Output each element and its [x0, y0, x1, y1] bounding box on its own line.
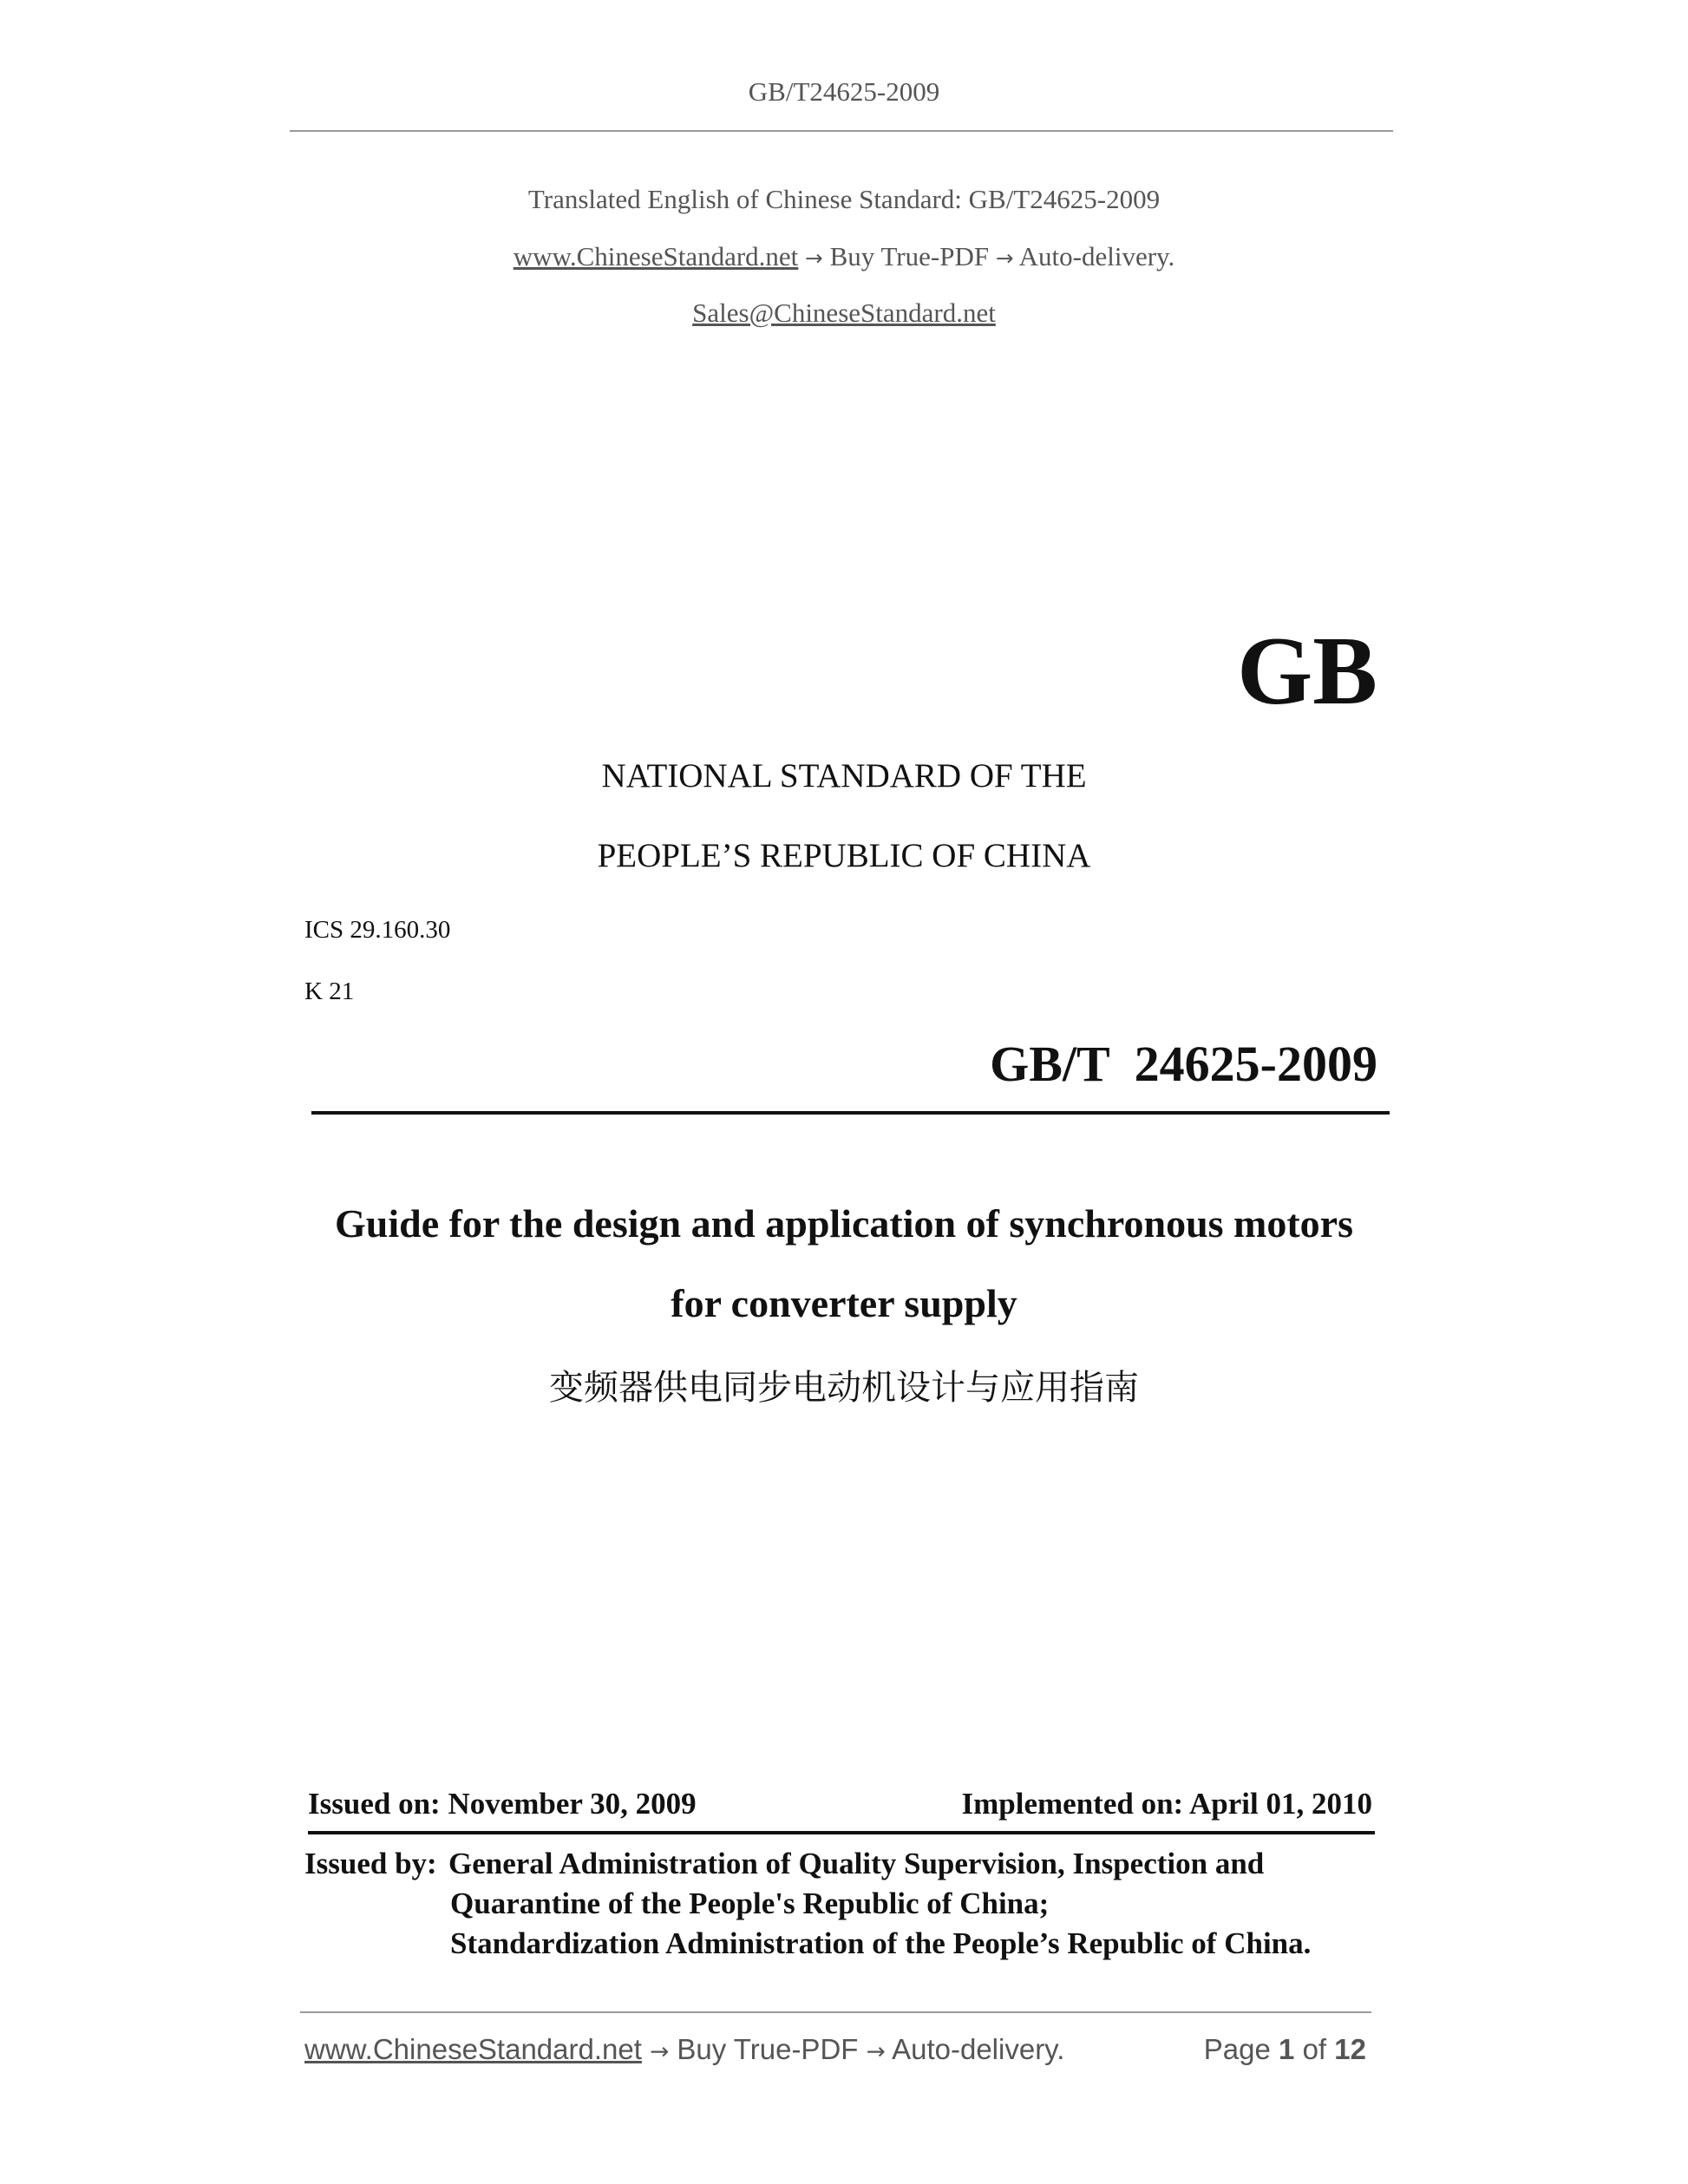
of-label: of: [1302, 2033, 1327, 2065]
page-label: Page: [1203, 2033, 1271, 2065]
page-total: 12: [1334, 2033, 1366, 2065]
national-standard-line1: NATIONAL STANDARD OF THE: [601, 757, 1087, 794]
issued-by-label: Issued by:: [304, 1847, 437, 1880]
dates-rule: [308, 1831, 1375, 1834]
implemented-on: Implemented on: April 01, 2010: [961, 1787, 1372, 1821]
running-header: GB/T24625-2009: [748, 76, 940, 107]
header-divider: [290, 130, 1393, 132]
promo-email-line: [0, 298, 1688, 329]
issuer-line2: Quarantine of the People's Republic of China;: [450, 1886, 1050, 1920]
promo-site-link[interactable]: www.ChineseStandard.net: [513, 241, 799, 271]
page-number: 1: [1279, 2033, 1295, 2065]
issuer-line3: Standardization Administration of the People’s Republic of China.: [450, 1926, 1312, 1960]
footer-buy-text: Buy True-PDF: [677, 2033, 859, 2065]
promo-delivery-line: [0, 241, 1688, 272]
title-line2: for converter supply: [671, 1281, 1017, 1325]
ics-code: ICS 29.160.30: [304, 916, 451, 944]
arrow-right-icon: →: [650, 2038, 670, 2065]
footer-delivery-line: [304, 2033, 1064, 2066]
national-standard-line2: PEOPLE’S REPUBLIC OF CHINA: [597, 837, 1091, 874]
title-chinese: 变频器供电同步电动机设计与应用指南: [549, 1368, 1139, 1408]
footer-auto-text: Auto-delivery.: [892, 2033, 1065, 2065]
title-line1: Guide for the design and application of synchronous motors: [334, 1201, 1354, 1246]
issuer-line1: General Administration of Quality Supervision, Inspection and: [448, 1847, 1265, 1880]
footer-divider: [300, 2011, 1371, 2013]
issued-on: Issued on: November 30, 2009: [308, 1787, 697, 1821]
arrow-right-icon: →: [866, 2038, 886, 2065]
standard-number: GB/T 24625-2009: [990, 1036, 1377, 1092]
sales-email-link[interactable]: Sales@ChineseStandard.net: [692, 298, 996, 328]
ccs-code: K 21: [304, 978, 355, 1005]
promo-auto-text: Auto-delivery.: [1018, 241, 1175, 271]
standard-number-rule: [311, 1111, 1390, 1115]
promo-line: Translated English of Chinese Standard: GB/T24625-2009: [527, 184, 1161, 214]
page-indicator: [1204, 2033, 1366, 2066]
promo-buy-text: Buy True-PDF: [829, 241, 990, 271]
arrow-right-icon: →: [805, 245, 823, 271]
footer-site-link[interactable]: www.ChineseStandard.net: [304, 2033, 642, 2065]
gb-logo: GB: [1237, 618, 1377, 725]
arrow-right-icon: →: [995, 245, 1014, 271]
